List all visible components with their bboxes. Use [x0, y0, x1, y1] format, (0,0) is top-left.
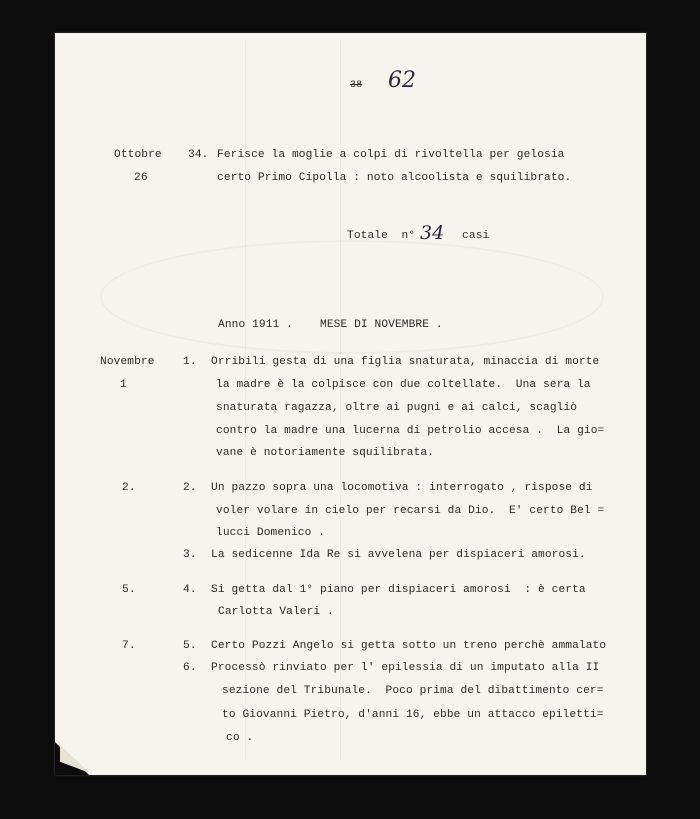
heading-month: MESE DI NOVEMBRE .	[320, 319, 443, 331]
total-label: Totale n°	[347, 230, 416, 242]
entry-date: Ottobre	[114, 149, 162, 161]
entry-line: Un pazzo sopra una locomotiva : interrogato , rispose di	[211, 482, 593, 494]
entry-date: Novembre	[100, 356, 155, 368]
entry-line: la madre è la colpisce con due coltellate. Una sera la	[216, 379, 591, 391]
entry-line: Certo Pozzi Angelo si getta sotto un treno perchè ammalato	[211, 640, 607, 652]
entry-line: Si getta dal 1° piano per dispiaceri amorosi : è certa	[211, 584, 586, 596]
total-suffix: casi	[462, 230, 490, 242]
handwritten-page-number: 62	[388, 68, 416, 93]
entry-line: certo Primo Cipolla : noto alcoolista e squilibrato.	[217, 172, 572, 184]
entry-line: contro la madre una lucerna di petrolio accesa . La gio=	[216, 425, 605, 437]
entry-number: 6.	[183, 662, 197, 674]
entry-day: 7.	[122, 640, 136, 652]
entry-line: lucci Domenico .	[216, 527, 326, 539]
entry-number: 3.	[183, 549, 197, 561]
entry-line: Carlotta Valeri .	[218, 606, 334, 618]
watermark-line	[245, 40, 246, 760]
entry-line: snaturata ragazza, oltre ai pugni e ai calci, scagliò	[216, 402, 578, 414]
entry-line: vane è notoriamente squilibrata.	[216, 447, 435, 459]
entry-line: to Giovanni Pietro, d'anni 16, ebbe un attacco epiletti=	[222, 709, 604, 721]
entry-day: 1	[120, 379, 127, 391]
entry-number: 5.	[183, 640, 197, 652]
entry-number: 34.	[188, 149, 209, 161]
entry-day: 5.	[122, 584, 136, 596]
entry-number: 1.	[183, 356, 197, 368]
entry-line: La sedicenne Ida Re si avvelena per dispiaceri amorosi.	[211, 549, 586, 561]
entry-line: Orribili gesta di una figlia snaturata, minaccia di morte	[211, 356, 600, 368]
entry-day: 26	[134, 172, 148, 184]
watermark-stamp	[100, 240, 604, 354]
entry-line: sezione del Tribunale. Poco prima del dibattimento cer=	[222, 685, 604, 697]
heading-year: Anno 1911 .	[218, 319, 293, 331]
entry-line: Ferisce la moglie a colpi di rivoltella per gelosia	[217, 149, 565, 161]
watermark-line	[340, 40, 341, 760]
entry-number: 4.	[183, 584, 197, 596]
total-value: 34	[420, 222, 445, 244]
entry-line: co .	[226, 732, 254, 744]
entry-number: 2.	[183, 482, 197, 494]
entry-line: Processò rinviato per l' epilessia di un imputato alla II	[211, 662, 600, 674]
entry-line: voler volare in cielo per recarsi da Dio. E' certo Bel =	[216, 505, 605, 517]
entry-day: 2.	[122, 482, 136, 494]
struck-page-number: 38	[350, 80, 363, 91]
